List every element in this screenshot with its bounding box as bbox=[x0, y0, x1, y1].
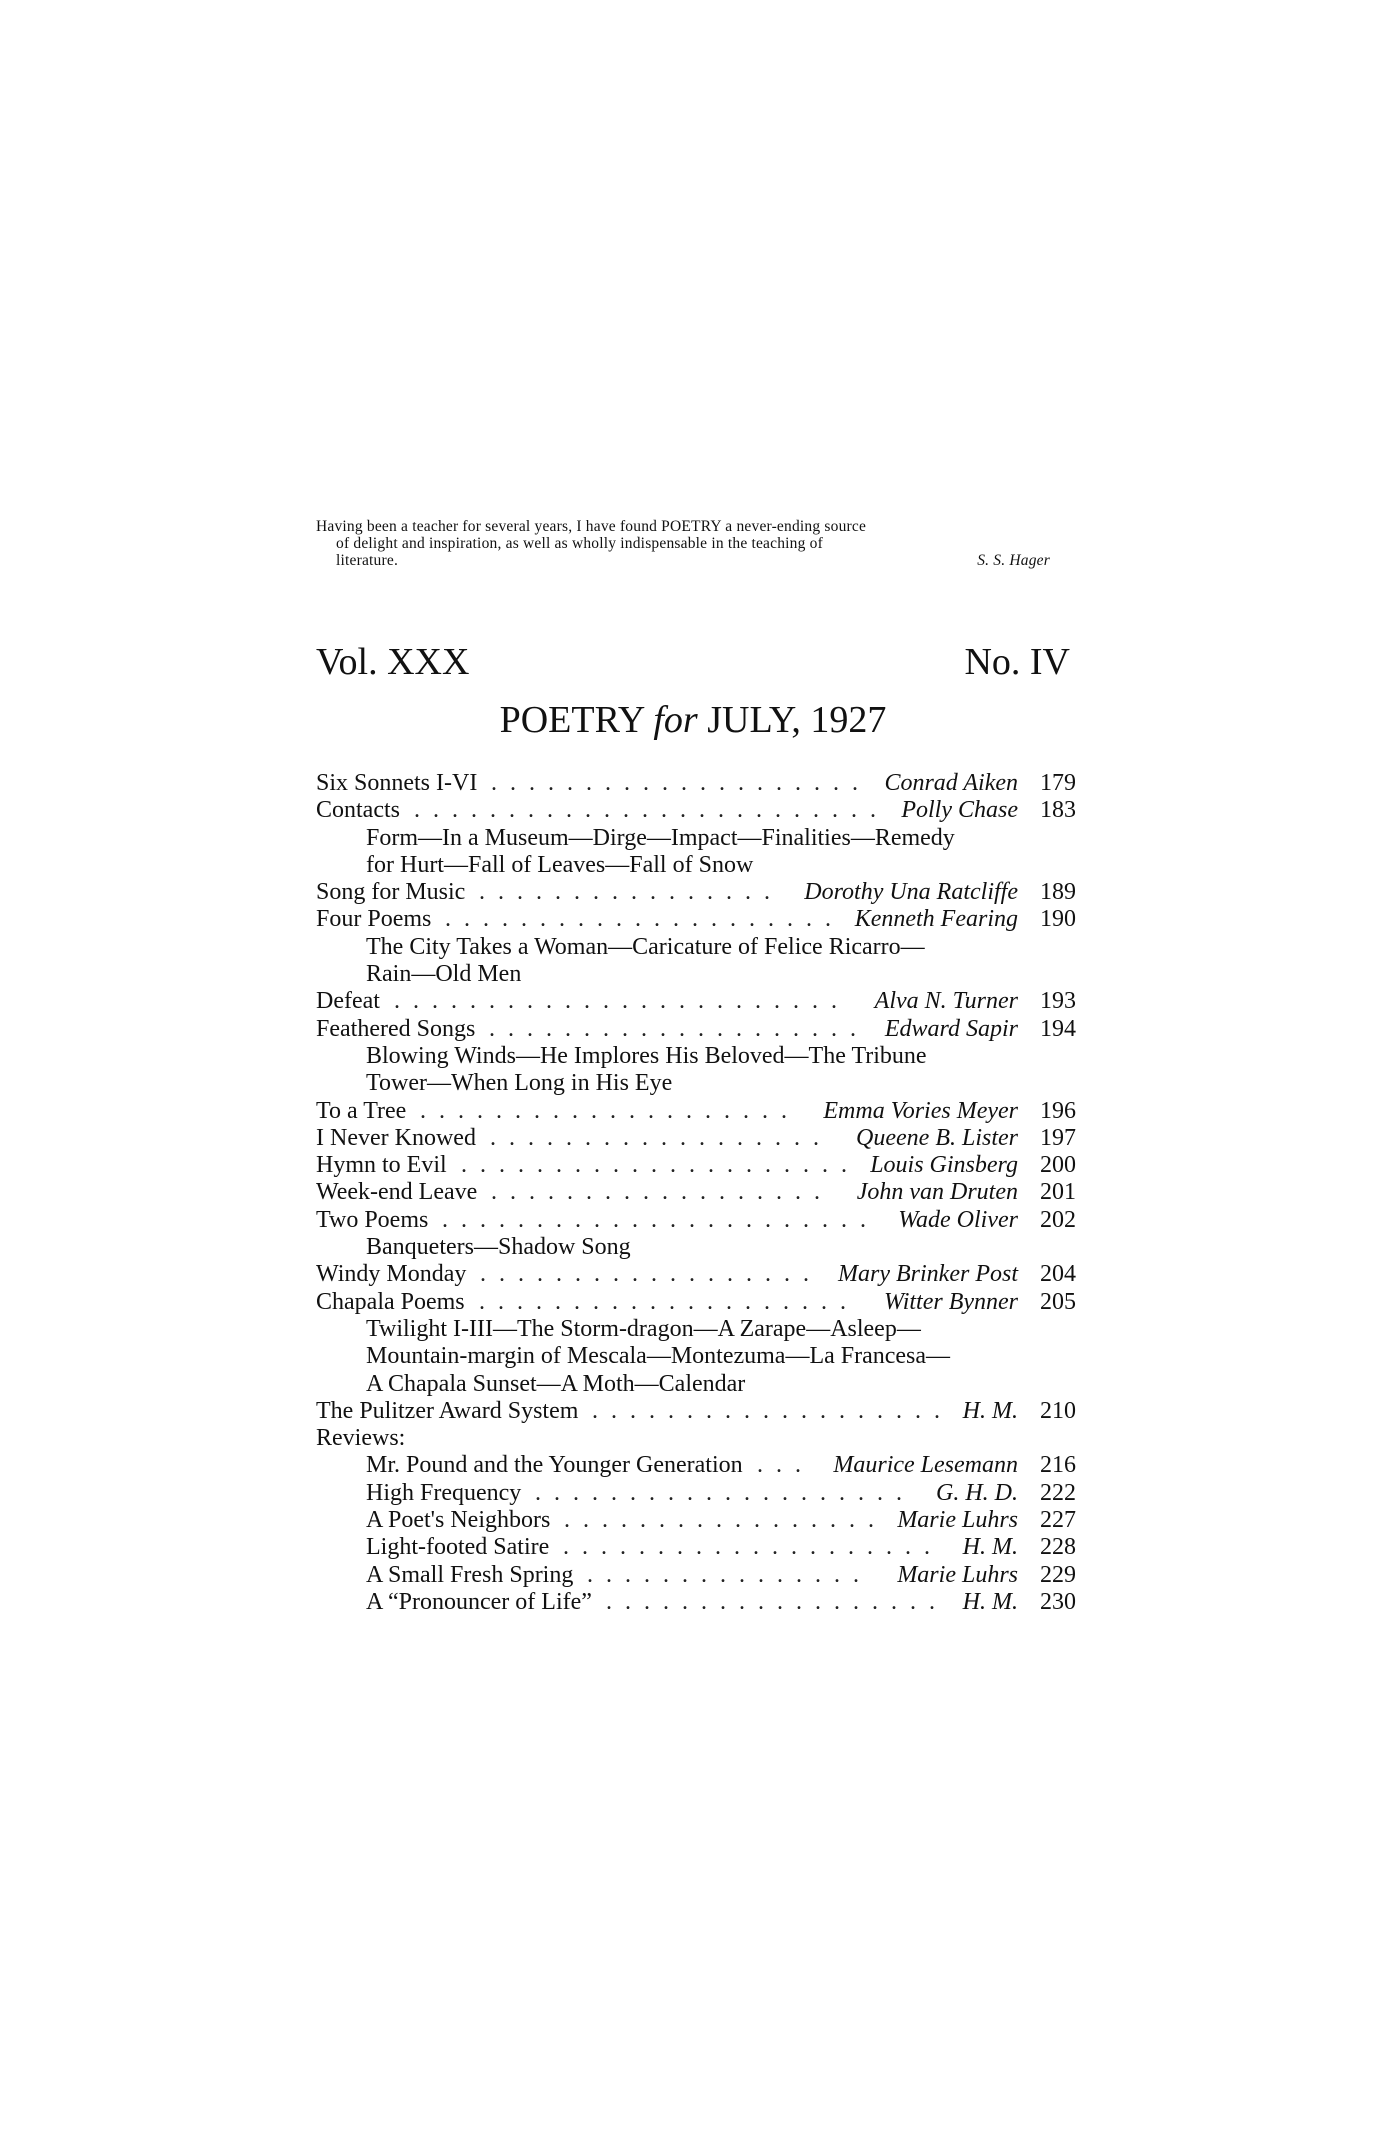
leader-dots: ....................... bbox=[442, 1206, 879, 1233]
entry-page: 204 bbox=[1040, 1261, 1076, 1288]
entry-page: 216 bbox=[1040, 1452, 1076, 1479]
entry-author: Maurice Lesemann bbox=[833, 1452, 1018, 1479]
leader-dots: .................... bbox=[491, 770, 871, 796]
leader-dots: ......................... bbox=[414, 797, 889, 824]
entry-author: Alva N. Turner bbox=[874, 988, 1018, 1015]
entry-page: 179 bbox=[1040, 770, 1076, 796]
testimonial-line-2: of delight and inspiration, as well as wholly indispensable in the teaching of bbox=[336, 535, 823, 552]
entry-title: Windy Monday bbox=[316, 1261, 467, 1288]
toc-entry bbox=[316, 1179, 1076, 1206]
entry-subtitles: The City Takes a Woman—Caricature of Felice Ricarro— bbox=[366, 933, 925, 960]
entry-subtitles: for Hurt—Fall of Leaves—Fall of Snow bbox=[366, 851, 754, 878]
entry-page: 202 bbox=[1040, 1206, 1076, 1233]
leader-dots: ............... bbox=[587, 1561, 872, 1588]
entry-author: G. H. D. bbox=[936, 1479, 1018, 1506]
volume-number: Vol. XXX bbox=[316, 641, 470, 683]
entry-subtitles: Blowing Winds—He Implores His Beloved—The Tribune bbox=[366, 1042, 927, 1069]
entry-subtitles: Rain—Old Men bbox=[366, 961, 522, 988]
leader-dots: .................... bbox=[489, 1015, 869, 1042]
leader-dots: .................... bbox=[420, 1097, 800, 1124]
testimonial-signature: S. S. Hager bbox=[977, 552, 1050, 569]
leader-dots: ................. bbox=[564, 1507, 887, 1534]
toc-entry bbox=[316, 1207, 1076, 1234]
entry-title: High Frequency bbox=[366, 1479, 522, 1506]
entry-author: H. M. bbox=[962, 1534, 1018, 1561]
entry-title: Four Poems bbox=[316, 906, 432, 933]
entry-author: Edward Sapir bbox=[884, 1015, 1018, 1042]
review-entry bbox=[316, 1534, 1076, 1561]
testimonial bbox=[316, 518, 1070, 569]
entry-title: Contacts bbox=[316, 797, 400, 824]
entry-page: 228 bbox=[1040, 1534, 1076, 1561]
entry-author: Mary Brinker Post bbox=[838, 1261, 1018, 1288]
title-poetry: POETRY bbox=[499, 699, 644, 741]
toc-entry bbox=[316, 879, 1076, 906]
entry-title: A “Pronouncer of Life” bbox=[366, 1588, 592, 1615]
entry-page: 183 bbox=[1040, 797, 1076, 824]
entry-title: Chapala Poems bbox=[316, 1288, 465, 1315]
leader-dots: .................. bbox=[491, 1179, 833, 1206]
leader-dots: .................... bbox=[563, 1534, 943, 1561]
toc-entry bbox=[316, 1098, 1076, 1125]
toc-entry bbox=[316, 797, 1076, 824]
review-entry bbox=[316, 1589, 1076, 1616]
entry-author: Queene B. Lister bbox=[856, 1124, 1018, 1151]
entry-page: 196 bbox=[1040, 1097, 1076, 1124]
entry-subtitles: Twilight I-III—The Storm-dragon—A Zarape—Asleep— bbox=[366, 1315, 921, 1342]
leader-dots: .................. bbox=[490, 1124, 832, 1151]
entry-title: A Small Fresh Spring bbox=[366, 1561, 574, 1588]
entry-page: 193 bbox=[1040, 988, 1076, 1015]
testimonial-last-row bbox=[316, 552, 1070, 569]
entry-author: Kenneth Fearing bbox=[854, 906, 1018, 933]
leader-dots: ........................ bbox=[394, 988, 850, 1015]
review-entry bbox=[316, 1562, 1076, 1589]
testimonial-line-1: Having been a teacher for several years, I have found POETRY a never-ending source bbox=[316, 518, 867, 535]
leader-dots: ..................... bbox=[461, 1152, 860, 1179]
entry-subtitles: Mountain-margin of Mescala—Montezuma—La Francesa— bbox=[366, 1343, 951, 1370]
entry-page: 194 bbox=[1040, 1015, 1076, 1042]
entry-page: 230 bbox=[1040, 1588, 1076, 1615]
entry-page: 210 bbox=[1040, 1397, 1076, 1424]
entry-page: 200 bbox=[1040, 1152, 1076, 1179]
entry-title: Week-end Leave bbox=[316, 1179, 478, 1206]
entry-author: Wade Oliver bbox=[898, 1206, 1018, 1233]
entry-author: Marie Luhrs bbox=[897, 1561, 1018, 1588]
entry-author: Marie Luhrs bbox=[897, 1507, 1018, 1534]
entry-title: Defeat bbox=[316, 988, 380, 1015]
entry-author: Dorothy Una Ratcliffe bbox=[804, 879, 1018, 906]
entry-title: Hymn to Evil bbox=[316, 1152, 447, 1179]
entry-author: Louis Ginsberg bbox=[870, 1152, 1018, 1179]
toc-entry bbox=[316, 906, 1076, 933]
review-entry bbox=[316, 1507, 1076, 1534]
toc-entry bbox=[316, 1016, 1076, 1043]
entry-subtitles: A Chapala Sunset—A Moth—Calendar bbox=[366, 1370, 746, 1397]
toc-entry bbox=[316, 770, 1076, 797]
entry-author: Witter Bynner bbox=[884, 1288, 1018, 1315]
masthead bbox=[316, 640, 1070, 700]
entry-title: Mr. Pound and the Younger Generation bbox=[366, 1452, 743, 1479]
entry-subtitles: Tower—When Long in His Eye bbox=[366, 1070, 673, 1097]
entry-page: 205 bbox=[1040, 1288, 1076, 1315]
toc-entry bbox=[316, 1398, 1076, 1425]
entry-title: A Poet's Neighbors bbox=[366, 1507, 551, 1534]
leader-dots: ... bbox=[757, 1452, 814, 1479]
entry-author: John van Druten bbox=[856, 1179, 1018, 1206]
entry-title: I Never Knowed bbox=[316, 1124, 476, 1151]
toc-entry bbox=[316, 1289, 1076, 1316]
reviews-label: Reviews: bbox=[316, 1425, 406, 1452]
leader-dots: ................ bbox=[479, 879, 783, 906]
entry-title: Two Poems bbox=[316, 1206, 429, 1233]
leader-dots: .................... bbox=[535, 1479, 915, 1506]
leader-dots: .................. bbox=[480, 1261, 822, 1288]
toc-entry bbox=[316, 1125, 1076, 1152]
page-title bbox=[316, 698, 1070, 742]
toc-entry bbox=[316, 1152, 1076, 1179]
leader-dots: .................... bbox=[479, 1288, 859, 1315]
entry-subtitles: Form—In a Museum—Dirge—Impact—Finalities—Remedy bbox=[366, 824, 955, 851]
entry-title: The Pulitzer Award System bbox=[316, 1397, 579, 1424]
leader-dots: ................... bbox=[592, 1397, 953, 1424]
title-for: for bbox=[653, 699, 698, 741]
entry-page: 189 bbox=[1040, 879, 1076, 906]
entry-page: 229 bbox=[1040, 1561, 1076, 1588]
entry-title: Song for Music bbox=[316, 879, 466, 906]
leader-dots: .................. bbox=[606, 1588, 948, 1615]
entry-author: H. M. bbox=[962, 1588, 1018, 1615]
entry-author: Emma Vories Meyer bbox=[823, 1097, 1018, 1124]
toc-entry bbox=[316, 1261, 1076, 1288]
entry-page: 201 bbox=[1040, 1179, 1076, 1206]
entry-author: Conrad Aiken bbox=[884, 770, 1018, 796]
entry-title: Six Sonnets I-VI bbox=[316, 770, 478, 796]
title-date: JULY, 1927 bbox=[707, 699, 887, 741]
entry-page: 222 bbox=[1040, 1479, 1076, 1506]
testimonial-line-3: literature. bbox=[336, 552, 399, 569]
entry-author: H. M. bbox=[962, 1397, 1018, 1424]
review-entry bbox=[316, 1452, 1076, 1479]
leader-dots: ..................... bbox=[445, 906, 844, 933]
toc-entry bbox=[316, 988, 1076, 1015]
table-of-contents bbox=[316, 770, 1076, 1616]
issue-number: No. IV bbox=[964, 641, 1070, 683]
entry-page: 197 bbox=[1040, 1124, 1076, 1151]
review-entry bbox=[316, 1480, 1076, 1507]
entry-page: 190 bbox=[1040, 906, 1076, 933]
entry-subtitles: Banqueters—Shadow Song bbox=[366, 1234, 631, 1261]
entry-title: To a Tree bbox=[316, 1097, 407, 1124]
entry-title: Light-footed Satire bbox=[366, 1534, 550, 1561]
entry-title: Feathered Songs bbox=[316, 1015, 476, 1042]
entry-author: Polly Chase bbox=[901, 797, 1018, 824]
entry-page: 227 bbox=[1040, 1507, 1076, 1534]
